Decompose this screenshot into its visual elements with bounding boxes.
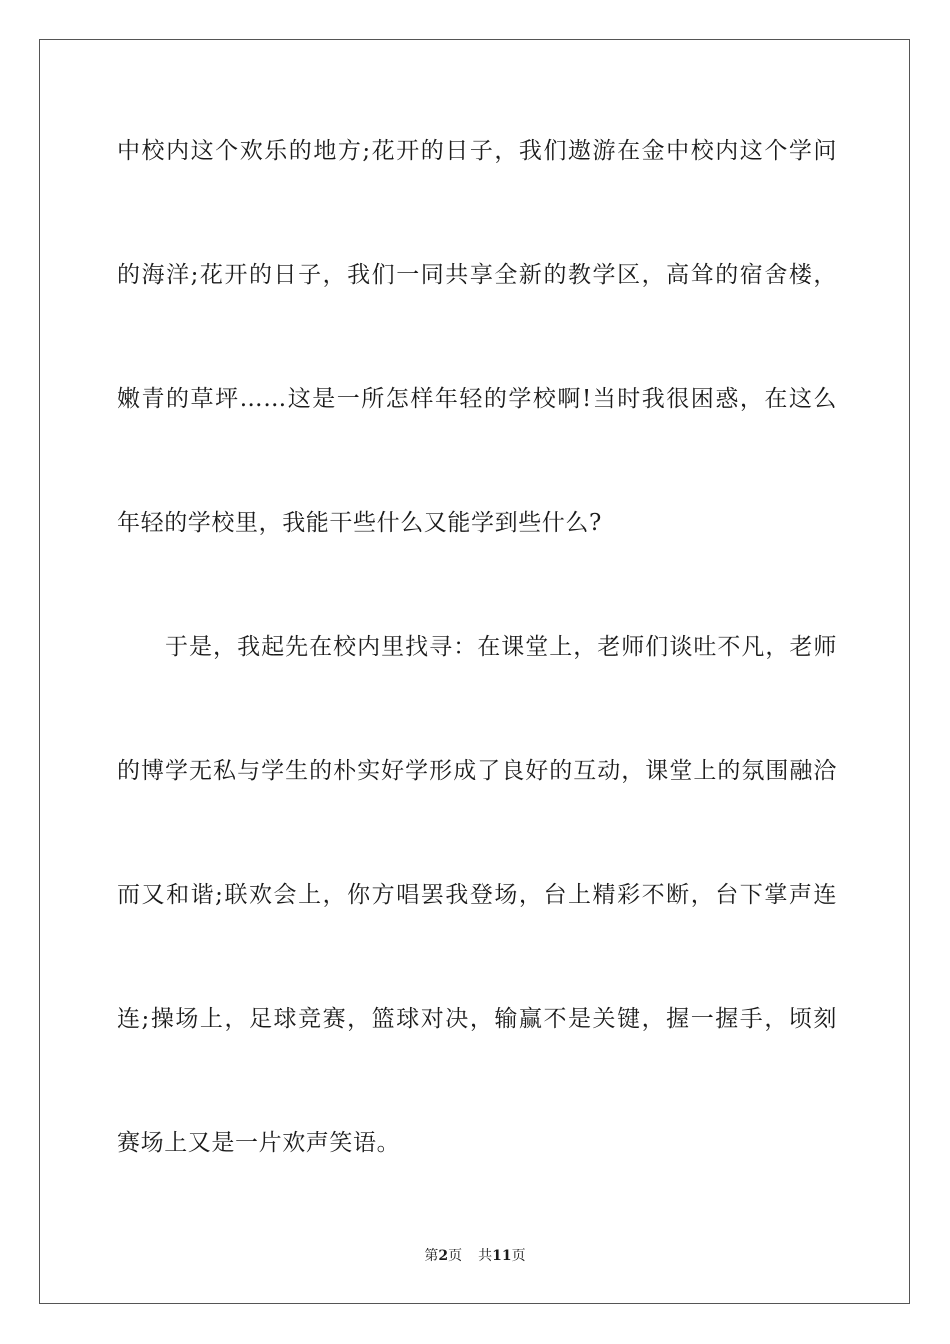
text-line-3: 嫩青的草坪……这是一所怎样年轻的学校啊!当时我很困惑，在这么 [117,386,837,412]
page-footer [0,1246,950,1266]
total-prefix: 共 [478,1248,493,1264]
text-line-9: 赛场上又是一片欢声笑语。 [117,1130,401,1156]
page-suffix: 页 [448,1248,463,1264]
page-prefix: 第 [424,1248,439,1264]
total-suffix: 页 [511,1248,526,1264]
text-line-7: 而又和谐;联欢会上，你方唱罢我登场，台上精彩不断，台下掌声连 [117,882,837,908]
page-number: 2 [438,1248,449,1264]
text-line-6: 的博学无私与学生的朴实好学形成了良好的互动，课堂上的氛围融洽 [117,758,837,784]
text-line-1: 中校内这个欢乐的地方;花开的日子，我们遨游在金中校内这个学问 [117,138,837,164]
text-line-5: 于是，我起先在校内里找寻：在课堂上，老师们谈吐不凡，老师 [117,634,837,660]
page-border [39,39,910,1304]
text-line-4: 年轻的学校里，我能干些什么又能学到些什么? [117,510,602,536]
total-pages: 11 [492,1248,512,1264]
text-line-2: 的海洋;花开的日子，我们一同共享全新的教学区，高耸的宿舍楼， [117,262,837,288]
text-line-8: 连;操场上，足球竞赛，篮球对决，输赢不是关键，握一握手，顷刻 [117,1006,837,1032]
